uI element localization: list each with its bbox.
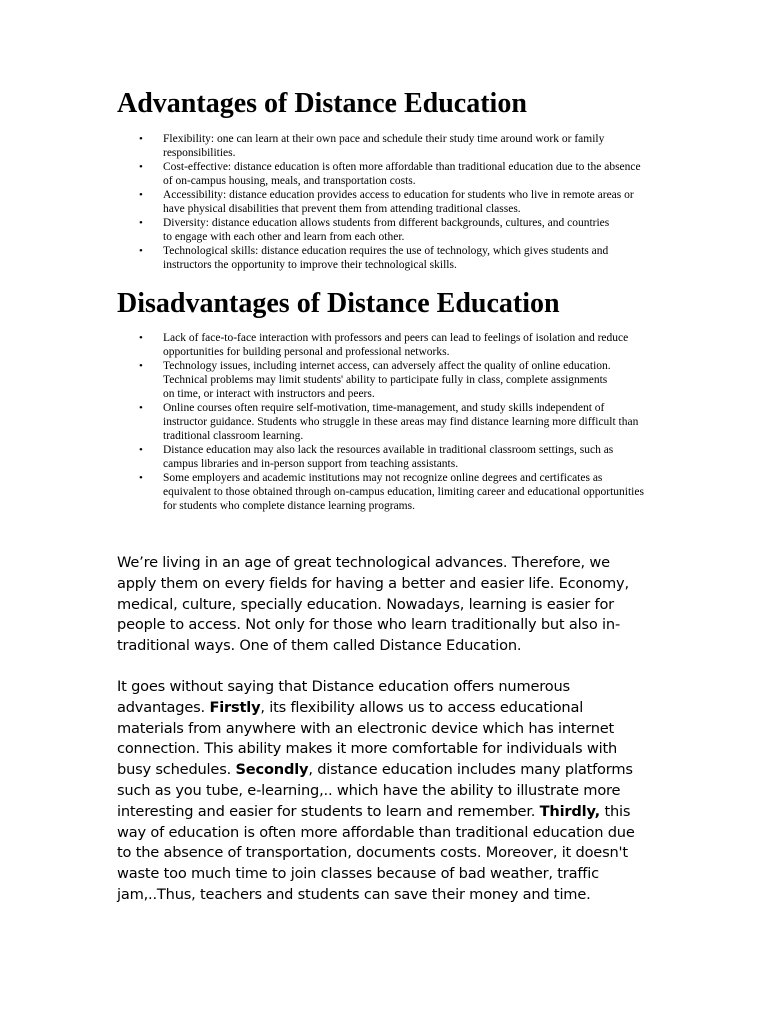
- disadvantages-heading: Disadvantages of Distance Education: [117, 288, 560, 319]
- list-item: • Distance education may also lack the resources available in traditional classroom settings, such as campus libraries and in-person support from teaching assistants.: [117, 443, 633, 471]
- bold-keyword: Thirdly,: [539, 802, 600, 820]
- list-item: • Accessibility: distance education provides access to education for students who live in remote areas or have physical disabilities that prevent them from attending traditional classes.: [117, 188, 653, 216]
- essay-paragraph: We’re living in an age of great technological advances. Therefore, we apply them on every fields for having a better and easier life. Economy, medical, culture, specially education. Nowadays, learning is easier for people to access. Not only for those who learn traditionally but also in-traditional ways. One of them called Distance Education.: [117, 554, 629, 655]
- essay-paragraph: [117, 677, 652, 906]
- list-item: • Technology issues, including internet access, can adversely affect the quality of online education. Technical problems may limit students' ability to participate fully in class, complete assignments on time, or interact with instructors and peers.: [117, 359, 615, 401]
- bold-keyword: Secondly: [235, 761, 309, 779]
- list-item: • Some employers and academic institutions may not recognize online degrees and certificates as equivalent to those obtained through on-campus education, limiting career and educational opportunities for students who complete distance learning programs.: [117, 471, 653, 513]
- bold-keyword: Firstly: [209, 698, 261, 716]
- advantages-heading: Advantages of Distance Education: [117, 88, 527, 119]
- list-item: • Online courses often require self-motivation, time-management, and study skills independent of instructor guidance. Students who struggle in these areas may find distance learning more difficult than traditional classroom learning.: [117, 401, 651, 443]
- disadvantages-list: [117, 331, 662, 513]
- paragraph-text: this way of education is often more affordable than traditional education due to the absence of transportation, documents costs. Moreover, it doesn't waste too much time to join classes because of bad weather, traffic jam,..Thus, teachers and students can save their money and time.: [117, 802, 635, 903]
- list-item: • Lack of face-to-face interaction with professors and peers can lead to feelings of isolation and reduce opportunities for building personal and professional networks.: [117, 331, 651, 359]
- list-item: • Technological skills: distance education requires the use of technology, which gives students and instructors the opportunity to improve their technological skills.: [117, 244, 651, 272]
- paragraph-text: , its flexibility allows us to access educational materials from anywhere with an electronic device which has internet connection. This ability makes it more comfortable for individuals with busy schedules.: [117, 698, 618, 779]
- paragraph-text: , distance education includes many platforms such as you tube, e-learning,.. which have the ability to illustrate more interesting and easier for students to learn and remember.: [117, 761, 633, 820]
- paragraph-text: It goes without saying that Distance education offers numerous advantages.: [117, 677, 570, 716]
- list-item: • Diversity: distance education allows students from different backgrounds, cultures, and countries to engage with each other and learn from each other.: [117, 216, 621, 244]
- document-page: [117, 86, 662, 906]
- advantages-list: [117, 132, 662, 272]
- list-item: • Cost-effective: distance education is often more affordable than traditional education due to the absence of on-campus housing, meals, and transportation costs.: [117, 160, 641, 188]
- list-item: • Flexibility: one can learn at their own pace and schedule their study time around work or family responsibilities.: [117, 132, 633, 160]
